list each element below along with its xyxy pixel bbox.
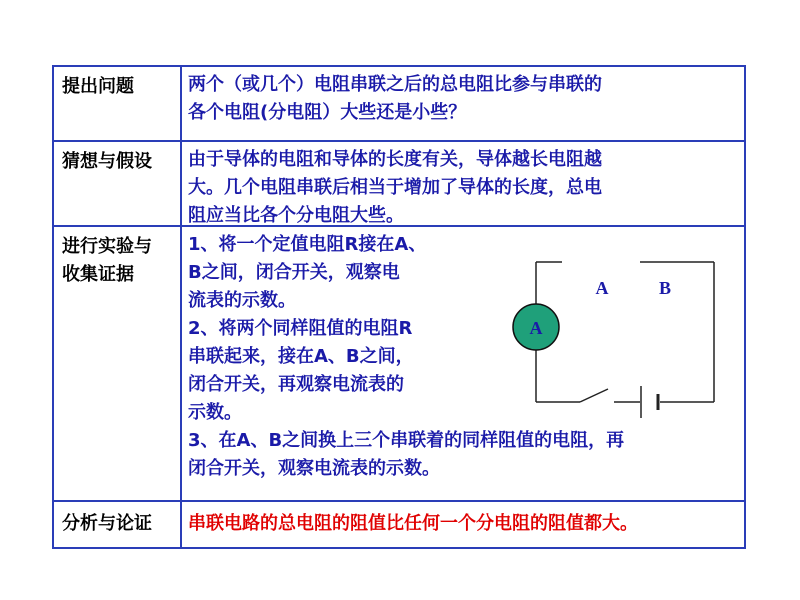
content-line: 由于导体的电阻和导体的长度有关，导体越长电阻越 xyxy=(188,149,602,170)
content-line: 大。几个电阻串联后相当于增加了导体的长度，总电 xyxy=(188,177,602,198)
table-row-experiment xyxy=(54,227,744,502)
row-content-experiment xyxy=(182,227,744,500)
switch-blade xyxy=(580,389,608,402)
circuit-diagram xyxy=(510,252,720,427)
content-line: 示数。 xyxy=(188,402,242,423)
content-line: 闭合开关，观察电流表的示数。 xyxy=(188,458,440,479)
ammeter-label: A xyxy=(529,318,543,338)
content-line: 串联电路的总电阻的阻值比任何一个分电阻的阻值都大。 xyxy=(188,513,638,534)
row-label-line: 收集证据 xyxy=(62,264,134,285)
content-line: 闭合开关，再观察电流表的 xyxy=(188,374,404,395)
row-label-experiment xyxy=(54,227,182,500)
inquiry-table xyxy=(52,65,746,549)
table-row-conclusion xyxy=(54,502,744,547)
terminal-b-label: B xyxy=(658,278,672,298)
content-line: 两个（或几个）电阻串联之后的总电阻比参与串联的 xyxy=(188,74,602,95)
row-label-line: 分析与论证 xyxy=(62,513,152,534)
row-content-question xyxy=(182,67,744,140)
table-row-question xyxy=(54,67,744,142)
row-label-line: 猜想与假设 xyxy=(62,151,152,172)
content-line: 阻应当比各个分电阻大些。 xyxy=(188,205,404,226)
row-content-conclusion xyxy=(182,502,744,547)
row-label-line: 提出问题 xyxy=(62,76,134,97)
row-label-conclusion xyxy=(54,502,182,547)
content-line: 流表的示数。 xyxy=(188,290,296,311)
battery-icon xyxy=(641,386,658,418)
ammeter-icon xyxy=(513,304,559,350)
row-label-question xyxy=(54,67,182,140)
row-content-hypothesis xyxy=(182,142,744,225)
content-line: B之间，闭合开关，观察电 xyxy=(188,262,400,283)
content-line: 1、将一个定值电阻R接在A、 xyxy=(188,234,427,255)
content-line: 串联起来，接在A、B之间， xyxy=(188,346,414,367)
table-row-hypothesis xyxy=(54,142,744,227)
content-line: 各个电阻(分电阻）大些还是小些？ xyxy=(188,102,467,123)
terminal-a-label: A xyxy=(595,278,609,298)
row-label-line: 进行实验与 xyxy=(62,236,152,257)
row-label-hypothesis xyxy=(54,142,182,225)
content-line: 2、将两个同样阻值的电阻R xyxy=(188,318,413,339)
content-line: 3、在A、B之间换上三个串联着的同样阻值的电阻，再 xyxy=(188,430,625,451)
